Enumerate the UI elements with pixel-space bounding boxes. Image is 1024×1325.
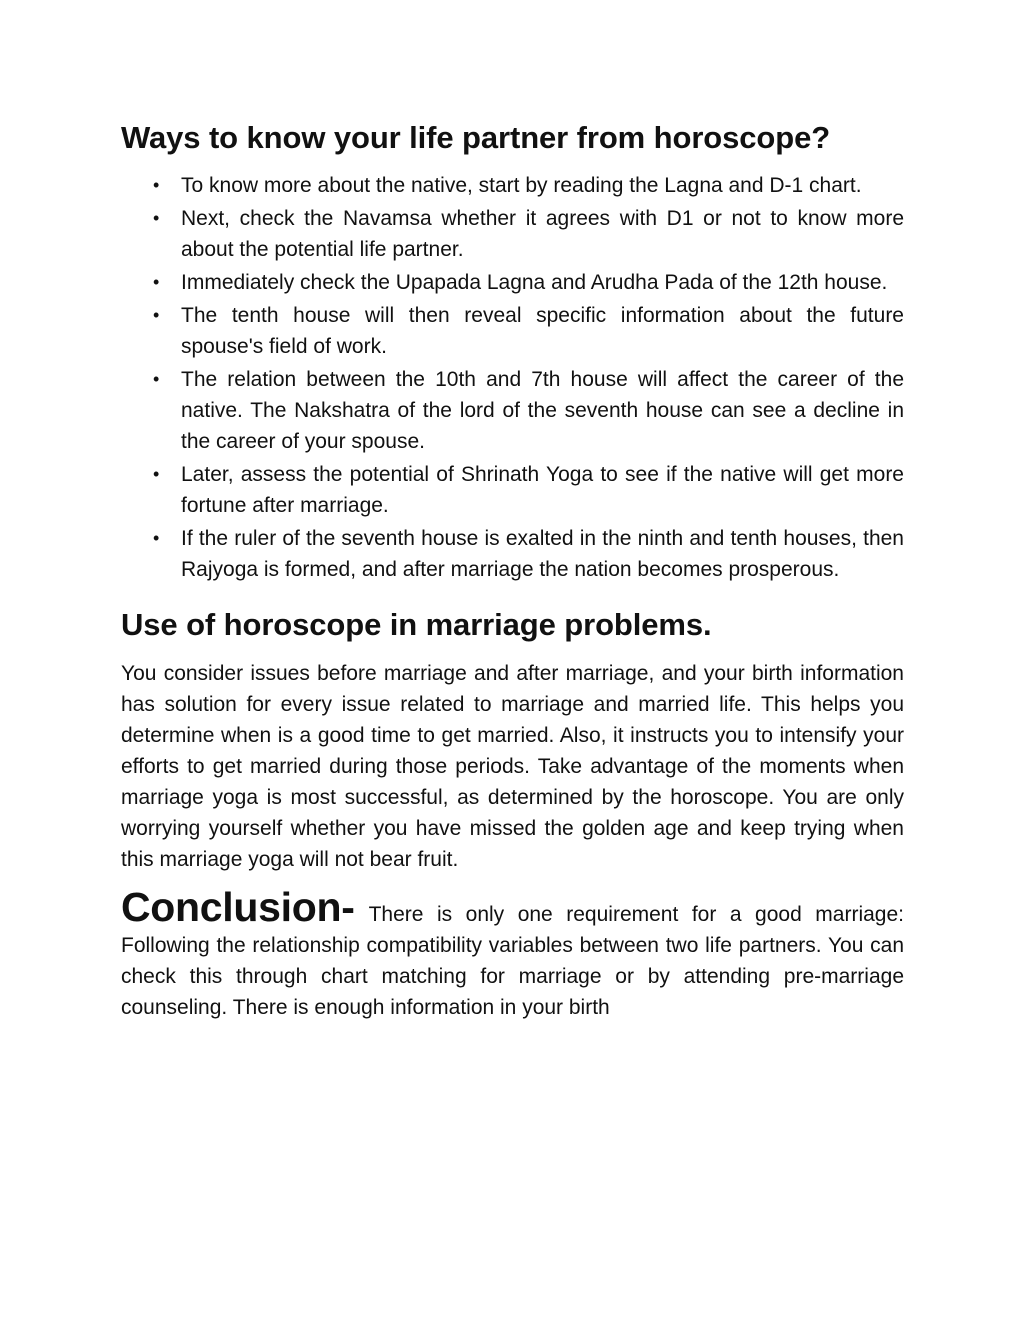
heading-life-partner: Ways to know your life partner from horoscope?	[121, 120, 831, 155]
heading-marriage-problems: Use of horoscope in marriage problems.	[121, 607, 712, 642]
bullet-icon: •	[153, 305, 160, 325]
list-item	[121, 170, 904, 201]
list-item-text: Later, assess the potential of Shrinath Yoga to see if the native will get more fortune after marriage.	[181, 463, 904, 517]
conclusion-label: Conclusion-	[121, 884, 355, 930]
list-item-text: If the ruler of the seventh house is exalted in the ninth and tenth houses, then Rajyoga is formed, and after marriage the nation becomes prosperous.	[181, 527, 904, 581]
list-item-text: Immediately check the Upapada Lagna and Arudha Pada of the 12th house.	[181, 271, 888, 294]
list-item	[121, 300, 904, 362]
list-item	[121, 364, 904, 457]
bullet-icon: •	[153, 208, 160, 228]
list-item-text: The relation between the 10th and 7th house will affect the career of the native. The Nakshatra of the lord of the seventh house can see a decline in the career of your spouse.	[181, 368, 904, 453]
list-item	[121, 523, 904, 585]
document-page	[121, 118, 904, 1023]
list-item	[121, 459, 904, 521]
list-item-text: The tenth house will then reveal specific information about the future spouse's field of work.	[181, 304, 904, 358]
list-item	[121, 203, 904, 265]
bullet-icon: •	[153, 175, 160, 195]
list-item-text: Next, check the Navamsa whether it agrees with D1 or not to know more about the potential life partner.	[181, 207, 904, 261]
bullet-icon: •	[153, 528, 160, 548]
conclusion-paragraph	[121, 885, 904, 1023]
bullet-list	[121, 170, 904, 585]
conclusion-text: There is only one requirement for a good marriage: Following the relationship compatibility variables between two life partners. You can check this through chart matching for marriage or by attending pre-marriage counseling. There is enough information in your birth	[121, 903, 904, 1019]
list-item	[121, 267, 904, 298]
bullet-icon: •	[153, 464, 160, 484]
marriage-problems-paragraph: You consider issues before marriage and after marriage, and your birth information has solution for every issue related to marriage and married life. This helps you determine when is a good time to get married. Also, it instructs you to intensify your efforts to get married during those periods. Take advantage of the moments when marriage yoga is most successful, as determined by the horoscope. You are only worrying yourself whether you have missed the golden age and keep trying when this marriage yoga will not bear fruit.	[121, 662, 904, 871]
bullet-icon: •	[153, 272, 160, 292]
list-item-text: To know more about the native, start by reading the Lagna and D-1 chart.	[181, 174, 862, 197]
bullet-icon: •	[153, 369, 160, 389]
